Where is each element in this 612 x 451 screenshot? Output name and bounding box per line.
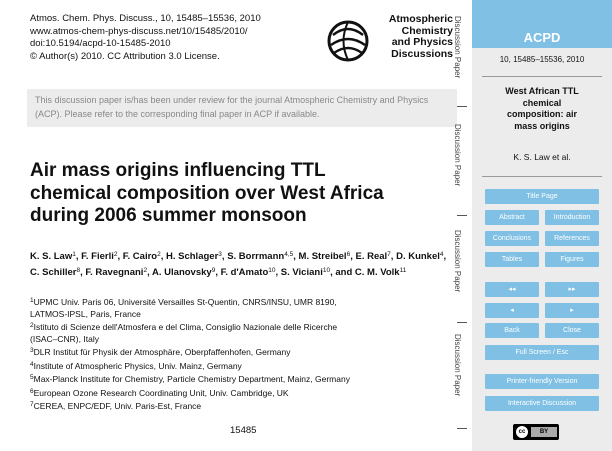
fullscreen-button[interactable]: Full Screen / Esc [485,345,599,360]
journal-abbrev: ACPD [523,30,561,45]
strip-separator [457,428,467,429]
affiliation-line [30,334,450,346]
affiliation-line [30,295,450,309]
affiliation-text: (ISAC–CNR), Italy [30,333,99,344]
author-name: K. S. Law [30,251,73,262]
author-name: F. d'Amato [220,266,269,278]
affiliation-line [30,399,450,413]
affiliation-text: European Ozone Research Coordinating Unit, Univ. Cambridge, UK [33,387,289,398]
affiliation-line [30,309,450,321]
author-name: F. Ravegnani [85,266,144,278]
author-affiliation-mark: 10 [322,266,331,274]
cc-icon: cc [516,426,528,438]
affiliation-text: Max-Planck Institute for Chemistry, Particle Chemistry Department, Mainz, Germany [33,374,350,384]
strip-separator [457,106,467,107]
panel-short-title: West African TTL chemical composition: air mass origins [505,86,579,131]
author-affiliation-mark: 2 [143,266,148,274]
last-page-button[interactable]: ▸▸ [545,282,599,297]
references-button[interactable]: References [545,231,599,246]
affiliation-text: Istituto di Scienze dell'Atmosfera e del Clima, Consiglio Nazionale delle Ricerche [33,322,338,332]
affiliation-number: 6 [30,387,34,395]
affiliation-line [30,345,450,359]
author-affiliation-mark: 11 [399,266,407,274]
affiliation-line [30,372,450,386]
author-name: S. Viciani [280,266,323,278]
strip-label: Discussion Paper [453,124,462,187]
author-name: E. Real [355,251,388,262]
affiliation-number: 2 [30,322,34,329]
conclusions-button[interactable]: Conclusions [485,231,539,246]
citation-doi: doi:10.5194/acpd-10-15485-2010 [30,38,171,49]
printer-friendly-button[interactable]: Printer-friendly Version [485,374,599,389]
citation-block [30,13,261,63]
affiliation-number: 5 [30,374,34,381]
strip-separator [457,322,467,323]
strip-label: Discussion Paper [453,230,462,293]
affiliation-line [30,359,450,373]
review-notice: This discussion paper is/has been under review for the journal Atmospheric Chemistry and Physics (ACP). Please refer to the corresponding final paper in ACP if available. [27,89,457,127]
author-name: C. Schiller [30,266,77,278]
egu-globe-icon [325,15,371,67]
affiliation-text: LATMOS-IPSL, Paris, France [30,308,141,319]
citation-line: Atmos. Chem. Phys. Discuss., 10, 15485–15536, 2010 [30,13,261,24]
author-affiliation-mark: 2 [157,251,161,258]
first-page-button[interactable]: ◂◂ [485,282,539,297]
discussion-paper-strip [453,0,471,451]
author-name: M. Streibel [298,251,347,262]
panel-header [472,0,612,48]
author-list: K. S. Law$^1$, F. Fierli$^2$, F. Cairo$^2$, H. Schlager$^3$, S. Borrmann$^{4,5}$, M. Streibel$^6$, E. Real$^7$, D. Kunkel$^4$, C. Schiller$^8$, F. Ravegnani$^2$, A. Ulanovsky$^9$, F. d'Amato$^{10}$, S. Viciani$^{10}$, and C. M. Volk$^{11}$ [30,251,447,278]
author-affiliation-mark: 9 [211,266,216,274]
close-button[interactable]: Close [545,323,599,338]
affiliation-number: 7 [30,401,34,408]
author-name: C. M. Volk [354,266,400,278]
author-affiliation-mark: 7 [387,251,391,258]
panel-author: K. S. Law et al. [513,152,571,162]
logo-text: Atmospheric Chemistry and Physics Discussions [388,13,453,60]
author-name: H. Schlager [166,251,219,262]
title-page-button[interactable]: Title Page [485,189,599,204]
citation-url[interactable]: www.atmos-chem-phys-discuss.net/10/15485/2010/ [30,25,248,37]
author-affiliation-mark: 4 [439,251,444,258]
citation-license: © Author(s) 2010. CC Attribution 3.0 License. [30,50,220,62]
author-affiliation-mark: 1 [72,251,76,258]
next-page-button[interactable]: ▸ [545,303,599,318]
creative-commons-badge[interactable] [513,424,559,440]
affiliation-text: UPMC Univ. Paris 06, Université Versailles St-Quentin, CNRS/INSU, UMR 8190, [33,297,337,307]
author-affiliation-mark: 3 [218,251,222,258]
strip-separator [457,215,467,216]
author-affiliation-mark: 8 [76,266,81,274]
panel-reference: 10, 15485–15536, 2010 [499,55,585,64]
back-button[interactable]: Back [485,323,539,338]
paper-title: Air mass origins influencing TTL chemical composition over West Africa during 2006 summer monsoon [30,160,384,226]
interactive-discussion-button[interactable]: Interactive Discussion [485,396,599,411]
affiliation-line [30,320,450,334]
abstract-button[interactable]: Abstract [485,210,539,225]
affiliation-text: DLR Institut für Physik der Atmosphäre, Oberpfaffenhofen, Germany [33,347,291,357]
strip-label: Discussion Paper [453,334,462,397]
cc-by-label: BY [531,427,557,437]
journal-logo [325,12,453,72]
author-affiliation-mark: 10 [268,266,276,274]
author-name: F. Cairo [122,251,158,262]
affiliation-number: 3 [30,347,34,354]
author-name: D. Kunkel [396,251,440,262]
affiliation-list [30,295,450,413]
introduction-button[interactable]: Introduction [545,210,599,225]
strip-label: Discussion Paper [453,16,462,79]
author-name: A. Ulanovsky [152,266,212,278]
affiliation-number: 1 [30,297,34,304]
author-name: F. Fierli [81,251,114,262]
affiliation-number: 4 [30,360,34,368]
author-name: S. Borrmann [227,251,285,262]
affiliation-text: CEREA, ENPC/EDF, Univ. Paris-Est, France [33,401,202,411]
author-affiliation-mark: 4,5 [284,251,294,258]
author-affiliation-mark: 6 [346,251,351,258]
figures-button[interactable]: Figures [545,252,599,267]
affiliation-text: Institute of Atmospheric Physics, Univ. Mainz, Germany [33,360,242,371]
previous-page-button[interactable]: ◂ [485,303,539,318]
page-number: 15485 [230,425,257,436]
affiliation-line [30,386,450,400]
tables-button[interactable]: Tables [485,252,539,267]
author-affiliation-mark: 2 [113,251,118,258]
panel-divider [482,76,602,77]
panel-divider [482,176,602,177]
